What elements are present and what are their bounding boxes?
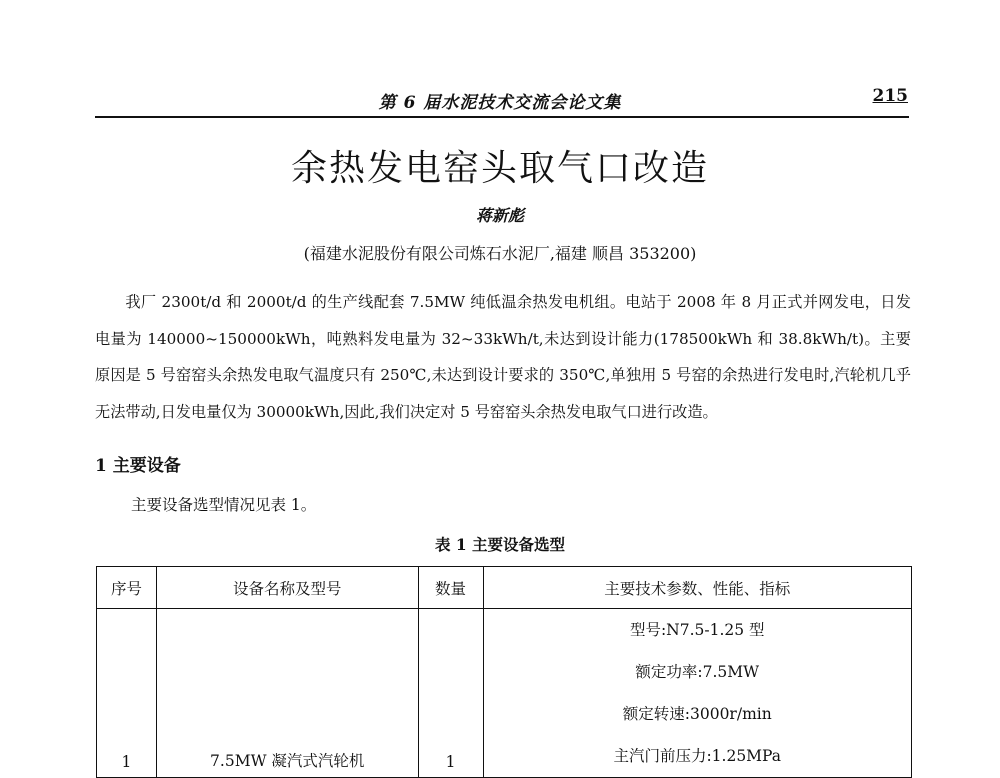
intro-text: 我厂 2300t/d 和 2000t/d 的生产线配套 7.5MW 纯低温余热发电机组。电站于 2008 年 8 月正式并网发电，日发电量为 140000~150000kWh，吨熟料发电量为 32~33kWh/t,未达到设计能力(178500kWh 和 38.8kWh/t)。主要原因是 5 号窑窑头余热发电取气温度只有 250℃,未达到设计要求的 350℃,单独用 5 号窑的余热进行发电时,汽轮机几乎无法带动,日发电量仅为 30000kWh,因此,我们决定对 5 号窑窑头余热发电取气口进行改造。 — [95, 293, 911, 421]
article-title: 余热发电窑头取气口改造 — [290, 148, 709, 189]
section-heading: 1 主要设备 — [95, 456, 181, 476]
header-params: 主要技术参数、性能、指标 — [483, 567, 912, 609]
param-line: 主汽门前压力:1.25MPa — [613, 747, 782, 765]
author-name: 蒋新彪 — [475, 206, 524, 225]
param-line: 型号:N7.5-1.25 型 — [629, 621, 765, 639]
journal-header: 第 6 届水泥技术交流会论文集 — [378, 93, 622, 113]
param-line: 额定功率:7.5MW — [635, 663, 760, 681]
affiliation: (福建水泥股份有限公司炼石水泥厂,福建 顺昌 353200) — [303, 244, 697, 263]
table-row — [97, 609, 912, 778]
cell-seq: 1 — [97, 609, 157, 778]
equipment-table — [96, 566, 912, 778]
intro-paragraph — [95, 284, 911, 430]
header-name: 设备名称及型号 — [156, 567, 418, 609]
header-rule — [95, 116, 909, 118]
table-caption: 表 1 主要设备选型 — [434, 535, 566, 554]
table-header-row — [97, 567, 912, 609]
page-number: 215 — [872, 86, 908, 106]
cell-params — [483, 609, 912, 778]
cell-name: 7.5MW 凝汽式汽轮机 — [156, 609, 418, 778]
header-qty: 数量 — [418, 567, 483, 609]
section-text: 主要设备选型情况见表 1。 — [131, 496, 317, 514]
param-line: 额定转速:3000r/min — [622, 705, 772, 723]
cell-qty: 1 — [418, 609, 483, 778]
header-seq: 序号 — [97, 567, 157, 609]
